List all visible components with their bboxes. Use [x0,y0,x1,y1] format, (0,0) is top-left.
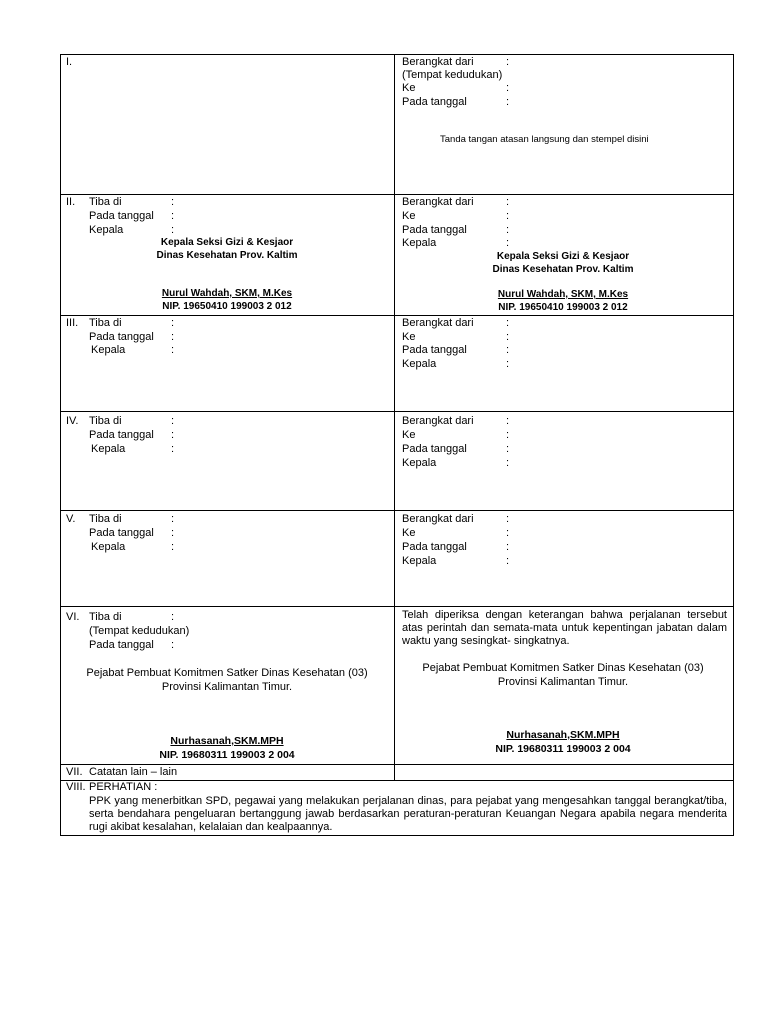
colon: : [506,457,510,469]
field-label: Tiba di [89,513,122,525]
field-label: Kepala [91,443,126,455]
field-label: Pada tanggal [402,541,467,553]
verification-statement: Telah diperiksa dengan keterangan bahwa perjalanan tersebut atas perintah dan semata-mata untuk kepentingan jabatan dalam waktu yang sesingkat- singkatnya. [402,609,727,647]
row-divider-1 [60,194,734,195]
official-name: Nurul Wahdah, SKM, M.Kes [161,288,293,299]
section-number: VI. [66,611,80,623]
colon: : [506,224,510,236]
ppk-title-line1: Pejabat Pembuat Komitmen Satker Dinas Kesehatan (03) [422,662,704,674]
field-label: Berangkat dari [402,513,474,525]
colon: : [506,56,510,68]
section-number: VII. [66,766,83,778]
field-label: Kepala [402,555,437,567]
section-number: I. [66,56,73,68]
colon: : [171,415,175,427]
official-title: Kepala Seksi Gizi & Kesjaor [160,237,294,248]
border-left [60,54,61,836]
colon: : [171,429,175,441]
colon: : [171,527,175,539]
field-label: Berangkat dari [402,415,474,427]
official-nip: NIP. 19650410 199003 2 012 [162,301,292,312]
field-label: Tiba di [89,415,122,427]
field-label: Tiba di [89,317,122,329]
field-label: Pada tanggal [89,639,154,651]
section-number: II. [66,196,76,208]
field-label: Kepala [91,344,126,356]
official-org: Dinas Kesehatan Prov. Kaltim [492,264,634,275]
field-label: Kepala [402,358,437,370]
section-number: IV. [66,415,79,427]
colon: : [506,415,510,427]
colon: : [171,541,175,553]
field-label: Pada tanggal [402,443,467,455]
field-label: Tiba di [89,611,122,623]
ppk-name: Nurhasanah,SKM.MPH [170,735,284,747]
field-label: Berangkat dari [402,196,474,208]
colon: : [506,443,510,455]
field-label: Kepala [89,224,124,236]
ppk-title-line2: Provinsi Kalimantan Timur. [161,681,293,693]
colon: : [506,541,510,553]
colon: : [171,224,175,236]
colon: : [506,331,510,343]
field-label: Tiba di [89,196,122,208]
official-nip: NIP. 19650410 199003 2 012 [498,302,628,313]
official-title: Kepala Seksi Gizi & Kesjaor [496,251,630,262]
row-divider-6 [60,764,734,765]
official-name: Nurul Wahdah, SKM, M.Kes [497,289,629,300]
column-divider [394,54,395,780]
colon: : [506,96,510,108]
colon: : [171,331,175,343]
row-divider-3 [60,411,734,412]
colon: : [506,527,510,539]
official-org: Dinas Kesehatan Prov. Kaltim [156,250,298,261]
field-label: (Tempat kedudukan) [89,625,190,637]
colon: : [506,82,510,94]
colon: : [171,317,175,329]
ppk-title-line2: Provinsi Kalimantan Timur. [497,676,629,688]
border-bottom [60,835,734,836]
colon: : [171,210,175,222]
attention-text: PPK yang menerbitkan SPD, pegawai yang melakukan perjalanan dinas, para pejabat yang mengesahkan tanggal berangkat/tiba, serta bendahara pengeluaran bertanggung jawab berdasarkan peraturan-peraturan Keuangan Negara apabila negara menderita rugi akibat kesalahan, kelalaian dan kealpaannya. [89,795,727,833]
field-label: Berangkat dari [402,317,474,329]
field-label: Pada tanggal [402,344,467,356]
ppk-name: Nurhasanah,SKM.MPH [506,729,620,741]
field-label: Pada tanggal [402,96,467,108]
colon: : [171,344,175,356]
section-number: VIII. [66,781,86,793]
colon: : [171,611,175,623]
field-label: Kepala [402,457,437,469]
colon: : [506,196,510,208]
ppk-title-line1: Pejabat Pembuat Komitmen Satker Dinas Kesehatan (03) [86,667,368,679]
field-label: (Tempat kedudukan) [402,69,503,81]
row-divider-4 [60,510,734,511]
section-number: III. [66,317,79,329]
row-divider-7 [60,780,734,781]
field-label: Ke [402,527,416,539]
colon: : [506,555,510,567]
colon: : [506,344,510,356]
colon: : [506,317,510,329]
row-divider-2 [60,315,734,316]
colon: : [506,429,510,441]
colon: : [171,443,175,455]
border-top [60,54,734,55]
field-label: Ke [402,82,416,94]
field-label: Pada tanggal [89,527,154,539]
ppk-nip: NIP. 19680311 199003 2 004 [495,743,631,755]
row-divider-5 [60,606,734,607]
attention-label: PERHATIAN : [89,781,158,793]
spd-back-form [60,54,734,836]
colon: : [506,513,510,525]
ppk-nip: NIP. 19680311 199003 2 004 [159,749,295,761]
colon: : [171,513,175,525]
colon: : [506,358,510,370]
field-label: Berangkat dari [402,56,474,68]
signature-note: Tanda tangan atasan langsung dan stempel disini [440,134,649,145]
colon: : [171,196,175,208]
colon: : [506,210,510,222]
border-right [733,54,734,836]
field-label: Ke [402,429,416,441]
field-label: Ke [402,331,416,343]
notes-label: Catatan lain – lain [89,766,178,778]
field-label: Kepala [402,237,437,249]
field-label: Ke [402,210,416,222]
field-label: Pada tanggal [89,210,154,222]
field-label: Pada tanggal [89,429,154,441]
field-label: Pada tanggal [89,331,154,343]
field-label: Kepala [91,541,126,553]
colon: : [506,237,510,249]
colon: : [171,639,175,651]
section-number: V. [66,513,76,525]
field-label: Pada tanggal [402,224,467,236]
